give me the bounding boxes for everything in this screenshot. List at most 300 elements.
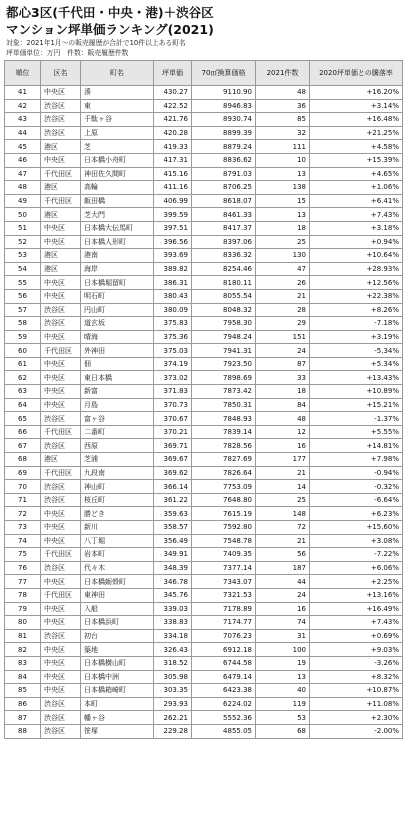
town-cell: 芝大門 [81, 208, 154, 222]
count-cell: 44 [256, 575, 310, 589]
table-row [5, 344, 403, 358]
town-cell: 日本橋横山町 [81, 656, 154, 670]
table-row [5, 208, 403, 222]
rank-cell: 49 [5, 194, 41, 208]
count-cell: 130 [256, 249, 310, 263]
count-cell: 87 [256, 357, 310, 371]
change-rate-cell: +10.89% [310, 385, 403, 399]
town-cell: 初台 [81, 629, 154, 643]
table-row [5, 303, 403, 317]
price-70sqm-cell: 8836.62 [192, 153, 256, 167]
table-row [5, 385, 403, 399]
table-row [5, 412, 403, 426]
rank-cell: 55 [5, 276, 41, 290]
ward-cell: 渋谷区 [41, 711, 81, 725]
price-70sqm-cell: 7898.69 [192, 371, 256, 385]
ward-cell: 中央区 [41, 385, 81, 399]
table-row [5, 276, 403, 290]
rank-cell: 46 [5, 153, 41, 167]
town-cell: 東日本橋 [81, 371, 154, 385]
tsubo-price-cell: 326.43 [154, 643, 192, 657]
table-row [5, 629, 403, 643]
tsubo-price-cell: 349.91 [154, 548, 192, 562]
change-rate-cell: +3.14% [310, 99, 403, 113]
price-70sqm-cell: 8618.07 [192, 194, 256, 208]
ward-cell: 中央区 [41, 330, 81, 344]
town-cell: 二番町 [81, 425, 154, 439]
table-row [5, 317, 403, 331]
change-rate-cell: +6.06% [310, 561, 403, 575]
price-70sqm-cell: 4855.05 [192, 724, 256, 738]
price-70sqm-cell: 7648.80 [192, 493, 256, 507]
change-rate-cell: +0.69% [310, 629, 403, 643]
price-70sqm-cell: 7923.50 [192, 357, 256, 371]
tsubo-price-cell: 305.98 [154, 670, 192, 684]
change-rate-cell: +10.64% [310, 249, 403, 263]
ward-cell: 中央区 [41, 289, 81, 303]
change-rate-cell: +16.49% [310, 602, 403, 616]
tsubo-price-cell: 421.76 [154, 113, 192, 127]
rank-cell: 60 [5, 344, 41, 358]
tsubo-price-cell: 361.22 [154, 493, 192, 507]
town-cell: 九段南 [81, 466, 154, 480]
ward-cell: 中央区 [41, 684, 81, 698]
count-cell: 177 [256, 453, 310, 467]
table-row [5, 126, 403, 140]
rank-cell: 53 [5, 249, 41, 263]
price-70sqm-cell: 7343.07 [192, 575, 256, 589]
tsubo-price-cell: 369.71 [154, 439, 192, 453]
price-70sqm-cell: 8254.46 [192, 262, 256, 276]
tsubo-price-cell: 370.67 [154, 412, 192, 426]
ward-cell: 渋谷区 [41, 317, 81, 331]
tsubo-price-cell: 338.83 [154, 616, 192, 630]
town-cell: 築地 [81, 643, 154, 657]
ward-cell: 中央区 [41, 235, 81, 249]
count-cell: 18 [256, 385, 310, 399]
town-cell: 東 [81, 99, 154, 113]
tsubo-price-cell: 397.51 [154, 221, 192, 235]
change-rate-cell: +21.25% [310, 126, 403, 140]
rank-cell: 73 [5, 521, 41, 535]
town-cell: 本町 [81, 697, 154, 711]
change-rate-cell: +13.16% [310, 588, 403, 602]
town-cell: 勝どき [81, 507, 154, 521]
change-rate-cell: +8.26% [310, 303, 403, 317]
ward-cell: 千代田区 [41, 588, 81, 602]
town-cell: 道玄坂 [81, 317, 154, 331]
change-rate-cell: +3.19% [310, 330, 403, 344]
change-rate-cell: +0.94% [310, 235, 403, 249]
tsubo-price-cell: 415.16 [154, 167, 192, 181]
price-70sqm-cell: 8048.32 [192, 303, 256, 317]
change-rate-cell: -1.37% [310, 412, 403, 426]
count-cell: 33 [256, 371, 310, 385]
table-row [5, 480, 403, 494]
change-rate-cell: +7.43% [310, 208, 403, 222]
rank-cell: 54 [5, 262, 41, 276]
ward-cell: 港区 [41, 140, 81, 154]
town-cell: 月島 [81, 398, 154, 412]
town-cell: 海岸 [81, 262, 154, 276]
price-70sqm-cell: 7592.80 [192, 521, 256, 535]
rank-cell: 66 [5, 425, 41, 439]
town-cell: 日本橋蛎殻町 [81, 575, 154, 589]
rank-cell: 84 [5, 670, 41, 684]
rank-cell: 87 [5, 711, 41, 725]
town-cell: 入船 [81, 602, 154, 616]
title-line-2: マンション坪単価ランキング(2021) [6, 22, 214, 37]
price-70sqm-cell: 7615.19 [192, 507, 256, 521]
count-cell: 14 [256, 480, 310, 494]
change-rate-cell: +28.93% [310, 262, 403, 276]
ward-cell: 中央区 [41, 670, 81, 684]
count-cell: 56 [256, 548, 310, 562]
count-cell: 21 [256, 289, 310, 303]
table-row [5, 466, 403, 480]
town-cell: 円山町 [81, 303, 154, 317]
price-70sqm-cell: 7178.89 [192, 602, 256, 616]
tsubo-price-cell: 393.69 [154, 249, 192, 263]
rank-cell: 72 [5, 507, 41, 521]
town-cell: 芝浦 [81, 453, 154, 467]
price-70sqm-cell: 7753.09 [192, 480, 256, 494]
count-cell: 72 [256, 521, 310, 535]
ward-cell: 中央区 [41, 616, 81, 630]
title-line-1: 都心3区(千代田・中央・港)＋渋谷区 [6, 5, 214, 20]
price-70sqm-cell: 6744.58 [192, 656, 256, 670]
rank-cell: 68 [5, 453, 41, 467]
ward-cell: 港区 [41, 262, 81, 276]
tsubo-price-cell: 366.14 [154, 480, 192, 494]
town-cell: 佃 [81, 357, 154, 371]
table-row [5, 113, 403, 127]
ward-cell: 中央区 [41, 221, 81, 235]
tsubo-price-cell: 419.33 [154, 140, 192, 154]
header-tsubo-price: 坪単価 [154, 61, 192, 86]
tsubo-price-cell: 389.82 [154, 262, 192, 276]
ranking-table [4, 60, 403, 739]
rank-cell: 43 [5, 113, 41, 127]
change-rate-cell: -6.64% [310, 493, 403, 507]
change-rate-cell: +2.30% [310, 711, 403, 725]
count-cell: 111 [256, 140, 310, 154]
town-cell: 八丁堀 [81, 534, 154, 548]
tsubo-price-cell: 369.62 [154, 466, 192, 480]
price-70sqm-cell: 7958.30 [192, 317, 256, 331]
price-70sqm-cell: 7850.31 [192, 398, 256, 412]
ward-cell: 中央区 [41, 534, 81, 548]
count-cell: 18 [256, 221, 310, 235]
tsubo-price-cell: 359.63 [154, 507, 192, 521]
change-rate-cell: -2.00% [310, 724, 403, 738]
price-70sqm-cell: 6479.14 [192, 670, 256, 684]
rank-cell: 82 [5, 643, 41, 657]
tsubo-price-cell: 356.49 [154, 534, 192, 548]
change-rate-cell: +8.32% [310, 670, 403, 684]
change-rate-cell: +22.38% [310, 289, 403, 303]
rank-cell: 65 [5, 412, 41, 426]
rank-cell: 62 [5, 371, 41, 385]
ward-cell: 中央区 [41, 507, 81, 521]
town-cell: 港南 [81, 249, 154, 263]
ward-cell: 渋谷区 [41, 99, 81, 113]
table-row [5, 561, 403, 575]
price-70sqm-cell: 8879.24 [192, 140, 256, 154]
town-cell: 湊 [81, 86, 154, 100]
tsubo-price-cell: 318.52 [154, 656, 192, 670]
town-cell: 日本橋中洲 [81, 670, 154, 684]
rank-cell: 47 [5, 167, 41, 181]
table-row [5, 371, 403, 385]
town-cell: 晴海 [81, 330, 154, 344]
ward-cell: 中央区 [41, 656, 81, 670]
table-row [5, 588, 403, 602]
tsubo-price-cell: 375.03 [154, 344, 192, 358]
count-cell: 85 [256, 113, 310, 127]
change-rate-cell: +5.34% [310, 357, 403, 371]
tsubo-price-cell: 358.57 [154, 521, 192, 535]
count-cell: 13 [256, 208, 310, 222]
price-70sqm-cell: 7839.14 [192, 425, 256, 439]
price-70sqm-cell: 7548.78 [192, 534, 256, 548]
rank-cell: 67 [5, 439, 41, 453]
town-cell: 千駄ヶ谷 [81, 113, 154, 127]
header-town: 町名 [81, 61, 154, 86]
rank-cell: 80 [5, 616, 41, 630]
table-row [5, 153, 403, 167]
town-cell: 外神田 [81, 344, 154, 358]
change-rate-cell: +12.56% [310, 276, 403, 290]
rank-cell: 81 [5, 629, 41, 643]
price-70sqm-cell: 7848.93 [192, 412, 256, 426]
town-cell: 神山町 [81, 480, 154, 494]
table-row [5, 534, 403, 548]
change-rate-cell: +16.20% [310, 86, 403, 100]
tsubo-price-cell: 370.73 [154, 398, 192, 412]
tsubo-price-cell: 262.21 [154, 711, 192, 725]
price-70sqm-cell: 7941.31 [192, 344, 256, 358]
change-rate-cell: +3.18% [310, 221, 403, 235]
count-cell: 25 [256, 235, 310, 249]
count-cell: 36 [256, 99, 310, 113]
price-70sqm-cell: 7873.42 [192, 385, 256, 399]
rank-cell: 61 [5, 357, 41, 371]
ward-cell: 中央区 [41, 86, 81, 100]
rank-cell: 77 [5, 575, 41, 589]
note-units: 坪単価単位：万円 件数：販売履歴件数 [6, 49, 129, 57]
price-70sqm-cell: 8397.06 [192, 235, 256, 249]
tsubo-price-cell: 375.36 [154, 330, 192, 344]
change-rate-cell: -0.32% [310, 480, 403, 494]
count-cell: 16 [256, 602, 310, 616]
tsubo-price-cell: 430.27 [154, 86, 192, 100]
table-header-row [5, 61, 403, 86]
town-cell: 神田佐久間町 [81, 167, 154, 181]
rank-cell: 48 [5, 181, 41, 195]
ward-cell: 渋谷区 [41, 697, 81, 711]
tsubo-price-cell: 348.39 [154, 561, 192, 575]
rank-cell: 88 [5, 724, 41, 738]
town-cell: 岩本町 [81, 548, 154, 562]
price-70sqm-cell: 6912.18 [192, 643, 256, 657]
count-cell: 32 [256, 126, 310, 140]
tsubo-price-cell: 399.59 [154, 208, 192, 222]
rank-cell: 79 [5, 602, 41, 616]
table-row [5, 575, 403, 589]
town-cell: 新川 [81, 521, 154, 535]
table-row [5, 140, 403, 154]
town-cell: 東神田 [81, 588, 154, 602]
table-row [5, 439, 403, 453]
ward-cell: 渋谷区 [41, 113, 81, 127]
count-cell: 84 [256, 398, 310, 412]
rank-cell: 44 [5, 126, 41, 140]
count-cell: 53 [256, 711, 310, 725]
ward-cell: 中央区 [41, 153, 81, 167]
count-cell: 10 [256, 153, 310, 167]
ward-cell: 中央区 [41, 602, 81, 616]
change-rate-cell: +1.06% [310, 181, 403, 195]
ward-cell: 渋谷区 [41, 412, 81, 426]
price-70sqm-cell: 8417.37 [192, 221, 256, 235]
tsubo-price-cell: 380.09 [154, 303, 192, 317]
ward-cell: 中央区 [41, 357, 81, 371]
town-cell: 上原 [81, 126, 154, 140]
change-rate-cell: +15.60% [310, 521, 403, 535]
rank-cell: 57 [5, 303, 41, 317]
ward-cell: 中央区 [41, 575, 81, 589]
header-70sqm-price: 70㎡換算価格 [192, 61, 256, 86]
table-row [5, 330, 403, 344]
change-rate-cell: +5.55% [310, 425, 403, 439]
change-rate-cell: -7.22% [310, 548, 403, 562]
ward-cell: 渋谷区 [41, 126, 81, 140]
count-cell: 13 [256, 670, 310, 684]
ward-cell: 千代田区 [41, 548, 81, 562]
change-rate-cell: +3.08% [310, 534, 403, 548]
town-cell: 日本橋浜町 [81, 616, 154, 630]
tsubo-price-cell: 373.02 [154, 371, 192, 385]
tsubo-price-cell: 339.03 [154, 602, 192, 616]
table-row [5, 711, 403, 725]
table-row [5, 684, 403, 698]
ward-cell: 千代田区 [41, 466, 81, 480]
ward-cell: 港区 [41, 453, 81, 467]
ward-cell: 渋谷区 [41, 439, 81, 453]
note-target: 対象：2021年1月〜の販売履歴が合計で10件以上ある町名 [6, 39, 186, 47]
price-70sqm-cell: 9110.90 [192, 86, 256, 100]
rank-cell: 52 [5, 235, 41, 249]
price-70sqm-cell: 7409.35 [192, 548, 256, 562]
town-cell: 芝 [81, 140, 154, 154]
tsubo-price-cell: 420.28 [154, 126, 192, 140]
header-change-rate: 2020坪単価との騰落率 [310, 61, 403, 86]
count-cell: 13 [256, 167, 310, 181]
rank-cell: 63 [5, 385, 41, 399]
tsubo-price-cell: 229.28 [154, 724, 192, 738]
rank-cell: 69 [5, 466, 41, 480]
table-row [5, 507, 403, 521]
ward-cell: 中央区 [41, 521, 81, 535]
count-cell: 24 [256, 588, 310, 602]
table-row [5, 643, 403, 657]
change-rate-cell: +4.58% [310, 140, 403, 154]
price-70sqm-cell: 7826.64 [192, 466, 256, 480]
table-row [5, 221, 403, 235]
rank-cell: 78 [5, 588, 41, 602]
ward-cell: 中央区 [41, 276, 81, 290]
table-row [5, 656, 403, 670]
rank-cell: 71 [5, 493, 41, 507]
table-row [5, 235, 403, 249]
town-cell: 代々木 [81, 561, 154, 575]
rank-cell: 83 [5, 656, 41, 670]
ward-cell: 港区 [41, 249, 81, 263]
table-body [5, 86, 403, 739]
count-cell: 15 [256, 194, 310, 208]
tsubo-price-cell: 422.52 [154, 99, 192, 113]
tsubo-price-cell: 406.99 [154, 194, 192, 208]
ward-cell: 千代田区 [41, 167, 81, 181]
count-cell: 21 [256, 466, 310, 480]
ward-cell: 渋谷区 [41, 724, 81, 738]
count-cell: 68 [256, 724, 310, 738]
count-cell: 48 [256, 412, 310, 426]
ward-cell: 中央区 [41, 398, 81, 412]
price-70sqm-cell: 8930.74 [192, 113, 256, 127]
ward-cell: 渋谷区 [41, 561, 81, 575]
rank-cell: 75 [5, 548, 41, 562]
price-70sqm-cell: 8336.32 [192, 249, 256, 263]
rank-cell: 56 [5, 289, 41, 303]
tsubo-price-cell: 396.56 [154, 235, 192, 249]
tsubo-price-cell: 345.76 [154, 588, 192, 602]
town-cell: 幡ヶ谷 [81, 711, 154, 725]
price-70sqm-cell: 7321.53 [192, 588, 256, 602]
change-rate-cell: +4.65% [310, 167, 403, 181]
rank-cell: 76 [5, 561, 41, 575]
count-cell: 31 [256, 629, 310, 643]
count-cell: 21 [256, 534, 310, 548]
table-row [5, 357, 403, 371]
table-row [5, 398, 403, 412]
price-70sqm-cell: 6224.02 [192, 697, 256, 711]
count-cell: 119 [256, 697, 310, 711]
price-70sqm-cell: 8791.03 [192, 167, 256, 181]
table-row [5, 86, 403, 100]
ward-cell: 港区 [41, 181, 81, 195]
tsubo-price-cell: 346.78 [154, 575, 192, 589]
price-70sqm-cell: 8899.39 [192, 126, 256, 140]
change-rate-cell: +6.23% [310, 507, 403, 521]
town-cell: 日本橋人形町 [81, 235, 154, 249]
town-cell: 高輪 [81, 181, 154, 195]
count-cell: 100 [256, 643, 310, 657]
change-rate-cell: +2.25% [310, 575, 403, 589]
count-cell: 48 [256, 86, 310, 100]
table-row [5, 167, 403, 181]
count-cell: 148 [256, 507, 310, 521]
rank-cell: 74 [5, 534, 41, 548]
ward-cell: 千代田区 [41, 194, 81, 208]
ward-cell: 千代田区 [41, 344, 81, 358]
rank-cell: 42 [5, 99, 41, 113]
change-rate-cell: +15.21% [310, 398, 403, 412]
table-row [5, 521, 403, 535]
town-cell: 日本橋小舟町 [81, 153, 154, 167]
change-rate-cell: +6.41% [310, 194, 403, 208]
